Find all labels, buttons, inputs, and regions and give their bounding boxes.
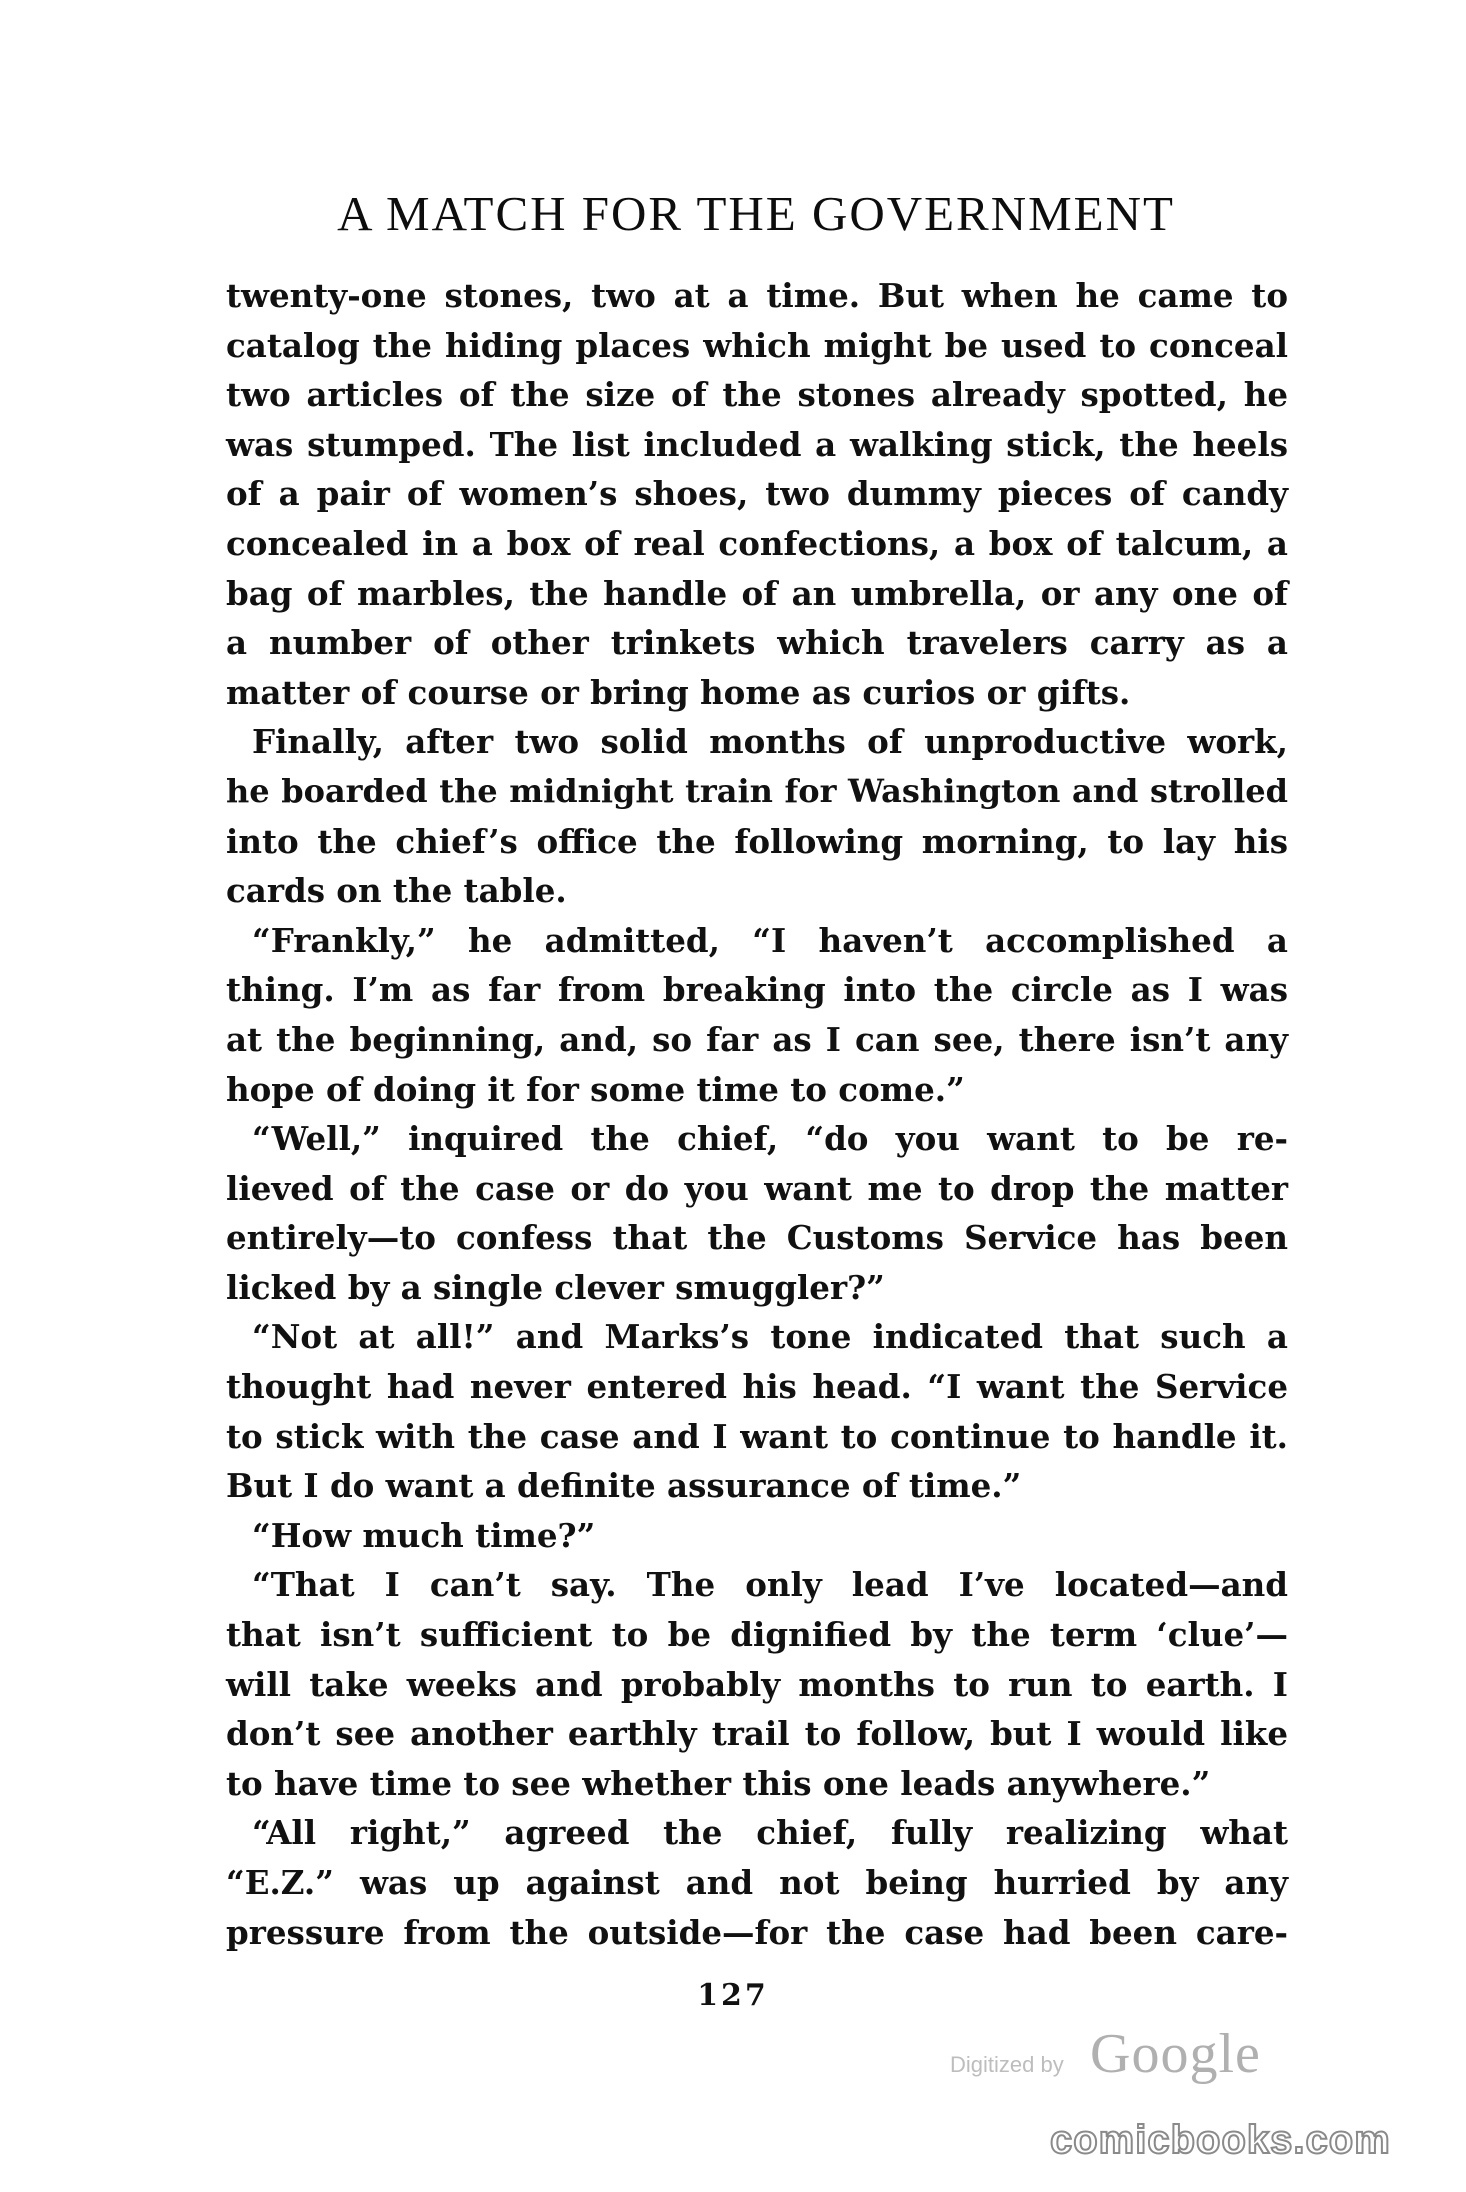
text-line: hope of doing it for some time to come.” bbox=[226, 1069, 965, 1109]
digitized-by-label: Digitized by bbox=[950, 2052, 1064, 2077]
text-line: don’t see another earthly trail to follow, but I would like bbox=[226, 1714, 1288, 1754]
text-line: Finally, after two solid months of unproductive work, bbox=[252, 722, 1288, 762]
text-line: of a pair of women’s shoes, two dummy pieces of candy bbox=[226, 474, 1288, 514]
text-line: to stick with the case and I want to continue to handle it. bbox=[226, 1416, 1288, 1456]
text-line: to have time to see whether this one leads anywhere.” bbox=[226, 1763, 1211, 1803]
text-line: “How much time?” bbox=[252, 1515, 596, 1555]
text-line: entirely—to confess that the Customs Service has been bbox=[226, 1218, 1288, 1258]
text-line: “E.Z.” was up against and not being hurried by any bbox=[226, 1863, 1288, 1902]
text-line: catalog the hiding places which might be used to conceal bbox=[226, 325, 1288, 365]
text-line: into the chief’s office the following morning, to lay his bbox=[226, 821, 1288, 861]
text-line: pressure from the outside—for the case had been care- bbox=[226, 1912, 1288, 1952]
text-line: at the beginning, and, so far as I can see, there isn’t any bbox=[226, 1019, 1288, 1059]
text-line: thing. I’m as far from breaking into the circle as I was bbox=[226, 970, 1288, 1010]
google-logo: Google bbox=[1090, 2023, 1261, 2085]
text-line: But I do want a definite assurance of time.” bbox=[226, 1466, 1022, 1506]
running-head: A MATCH FOR THE GOVERNMENT bbox=[337, 186, 1175, 241]
site-watermark: comicbooks.com bbox=[1050, 2118, 1391, 2162]
text-line: concealed in a box of real confections, a box of talcum, a bbox=[226, 523, 1288, 563]
text-line: “Frankly,” he admitted, “I haven’t accomplished a bbox=[252, 920, 1288, 960]
text-line: “All right,” agreed the chief, fully realizing what bbox=[252, 1813, 1288, 1853]
text-line: “Well,” inquired the chief, “do you want to be re- bbox=[252, 1119, 1288, 1159]
text-line: bag of marbles, the handle of an umbrella, or any one of bbox=[226, 573, 1288, 613]
digitized-by-google-watermark bbox=[950, 2022, 1270, 2092]
text-line: thought had never entered his head. “I want the Service bbox=[226, 1367, 1288, 1407]
text-line: a number of other trinkets which travelers carry as a bbox=[226, 623, 1288, 663]
page-number: 127 bbox=[697, 1978, 769, 2013]
text-line: licked by a single clever smuggler?” bbox=[226, 1267, 885, 1307]
text-line: “That I can’t say. The only lead I’ve located—and bbox=[252, 1565, 1288, 1605]
body-text bbox=[226, 271, 1288, 1957]
text-line: “Not at all!” and Marks’s tone indicated that such a bbox=[252, 1317, 1288, 1357]
text-line: will take weeks and probably months to run to earth. I bbox=[226, 1664, 1288, 1704]
text-line: two articles of the size of the stones already spotted, he bbox=[226, 375, 1288, 415]
text-line: cards on the table. bbox=[226, 871, 567, 911]
text-line: was stumped. The list included a walking stick, the heels bbox=[226, 424, 1288, 464]
text-line: matter of course or bring home as curios or gifts. bbox=[226, 672, 1131, 712]
text-line: that isn’t sufficient to be dignified by the term ‘clue’— bbox=[226, 1615, 1288, 1655]
text-line: twenty-one stones, two at a time. But when he came to bbox=[226, 276, 1288, 315]
text-line: lieved of the case or do you want me to drop the matter bbox=[226, 1168, 1288, 1208]
text-line: he boarded the midnight train for Washington and strolled bbox=[226, 771, 1288, 810]
